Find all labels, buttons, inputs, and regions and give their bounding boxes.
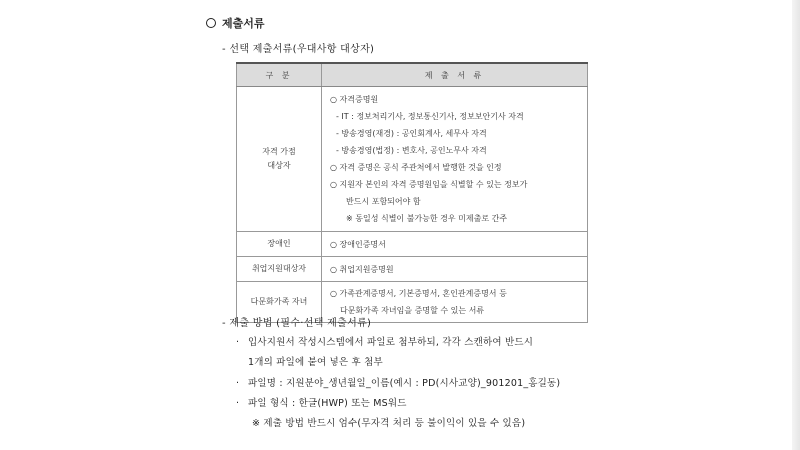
table-row	[237, 257, 588, 282]
list-item: 반드시 포함되어야 함	[346, 197, 421, 206]
optional-docs-subtitle: - 선택 제출서류(우대사항 대상자)	[222, 44, 375, 55]
list-item: ※ 동일성 식별이 불가능한 경우 미제출로 간주	[346, 214, 508, 223]
table-row	[237, 232, 588, 257]
category-cell: 취업지원대상자	[237, 257, 322, 282]
note-item: ※ 제출 방법 반드시 엄수(무자격 처리 등 불이익이 있을 수 있음)	[252, 418, 526, 429]
list-item: ○ 자격증명원	[330, 95, 379, 104]
required-documents-table	[236, 62, 588, 323]
bullet-dot-icon: ·	[236, 398, 240, 409]
list-item: ○ 가족관계증명서, 기본증명서, 혼인관계증명서 등	[330, 289, 507, 298]
header-documents: 제 출 서 류	[322, 63, 588, 87]
table-row	[237, 87, 588, 232]
bullet-dot-icon: ·	[236, 337, 240, 348]
category-cell: 장애인	[237, 232, 322, 257]
documents-cell	[322, 257, 588, 282]
category-cell: 자격 가점 대상자	[237, 87, 322, 232]
documents-cell	[322, 87, 588, 232]
documents-cell	[322, 232, 588, 257]
header-category: 구 분	[237, 63, 322, 87]
list-item: - IT : 정보처리기사, 정보통신기사, 정보보안기사 자격	[336, 112, 524, 121]
list-item: ○ 자격 증명은 공식 주관처에서 발행한 것을 인정	[330, 163, 502, 172]
table-header-row	[237, 63, 588, 87]
list-item: ○ 장애인증명서	[330, 239, 386, 249]
category-cell: 다문화가족 자녀	[237, 282, 322, 323]
section-title: 제출서류	[206, 15, 265, 31]
list-item: · 파일명 : 지원분야_생년월일_이름(예시 : PD(시사교양)_901201_홍길동)	[236, 378, 561, 389]
list-item: ○ 취업지원증명원	[330, 264, 394, 274]
method-subtitle: - 제출 방법 (필수·선택 제출서류)	[222, 318, 372, 329]
page-edge-shadow	[792, 0, 800, 450]
list-item: ○ 지원자 본인의 자격 증명원임을 식별할 수 있는 정보가	[330, 180, 528, 189]
list-item: · 파일 형식 : 한글(HWP) 또는 MS워드	[236, 398, 407, 409]
list-item: - 방송경영(법정) : 변호사, 공인노무사 자격	[336, 146, 487, 155]
list-item: - 방송경영(재경) : 공인회계사, 세무사 자격	[336, 129, 487, 138]
list-item: 1개의 파일에 붙여 넣은 후 첨부	[248, 357, 383, 368]
bullet-dot-icon: ·	[236, 378, 240, 389]
circle-bullet-icon	[206, 18, 216, 28]
list-item: · 입사지원서 작성시스템에서 파일로 첨부하되, 각각 스캔하여 반드시	[236, 337, 534, 348]
list-item: 다문화가족 자녀임을 증명할 수 있는 서류	[340, 306, 485, 315]
